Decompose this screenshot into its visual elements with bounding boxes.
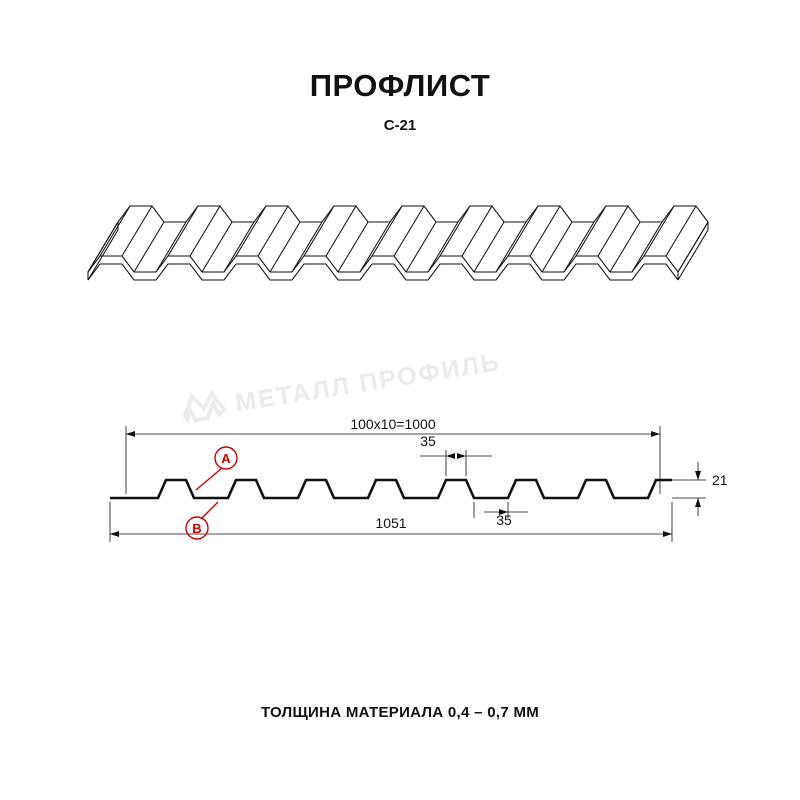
dim-overall-width: 1051 xyxy=(375,515,407,531)
page-title: ПРОФЛИСТ xyxy=(309,68,491,103)
profile-code: С-21 xyxy=(383,117,417,134)
callout-a-label: A xyxy=(221,451,231,466)
callout-b xyxy=(186,502,218,539)
dim-pitch-lower: 35 xyxy=(496,512,512,528)
material-thickness-note: ТОЛЩИНА МАТЕРИАЛА 0,4 – 0,7 ММ xyxy=(260,704,540,721)
callout-b-label: B xyxy=(192,521,202,536)
profile-drawing xyxy=(0,150,800,570)
dim-height: 21 xyxy=(712,472,728,488)
callout-a xyxy=(196,447,237,490)
dim-top-span: 100x10=1000 xyxy=(350,416,436,432)
svg-text:МЕТАЛЛ ПРОФИЛЬ: МЕТАЛЛ ПРОФИЛЬ xyxy=(233,347,503,418)
watermark-bottom xyxy=(182,348,503,426)
dim-pitch-upper: 35 xyxy=(420,433,436,449)
